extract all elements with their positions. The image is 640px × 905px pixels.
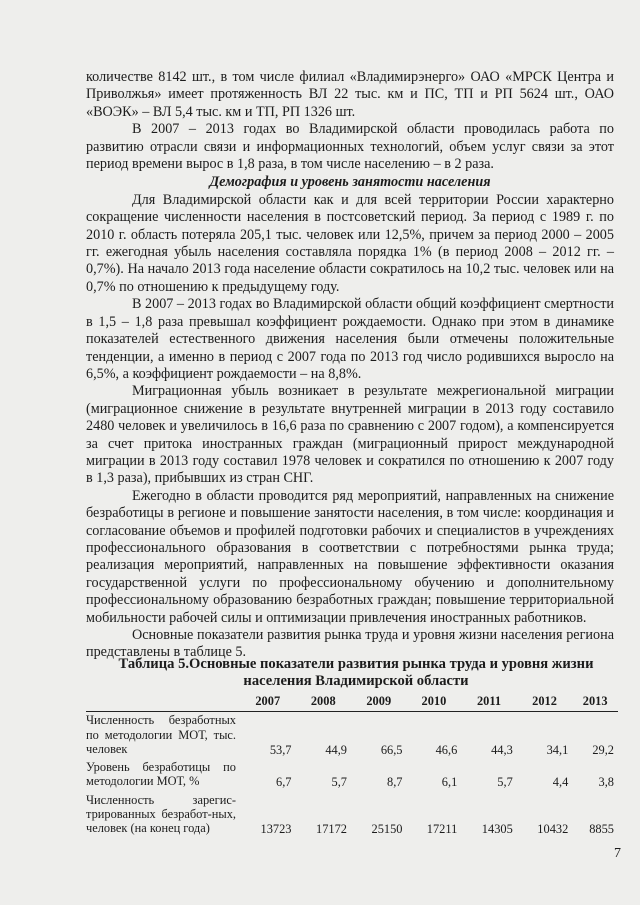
labor-market-table (86, 692, 618, 839)
table-cell: 25150 (371, 822, 403, 837)
page-number: 7 (614, 846, 621, 861)
paragraph-population: Для Владимирской области как и для всей территории России характерно сокращение численности населения в постсоветский период. За период с 1989 г. по 2010 г. область потеряла 205,1 тыс. человек или 12,5%, причем за период 2000 – 2005 гг. ежегодная убыль населения составляла порядка 1% (в период 2008 – 2012 гг. – 0,7%). На начало 2013 года население области сократилось на 10,2 тыс. человек или на 0,7% по отношению к предыдущему году. (86, 191, 614, 295)
header-year: 2009 (351, 692, 407, 712)
section-heading-demography: Демография и уровень занятости населения (209, 174, 491, 191)
paragraph-migration: Миграционная убыль возникает в результате межрегиональной миграции (миграционное снижение в результате внутренней миграции в 2013 году составило 2480 человек и увеличилось в 16,6 раза по сравнению с 2007 годом), а компенсируется за счет притока иностранных граждан (миграционный прирост международной миграции в 2013 году составил 1978 человек и сократился по отношению к 2007 году в 1,3 раза), прибывших из стран СНГ. (86, 383, 614, 487)
table-row (86, 712, 618, 759)
table-cell: 8,7 (387, 775, 403, 790)
table-cell: 17172 (316, 822, 347, 837)
table-caption: Таблица 5.Основные показатели развития рынка труда и уровня жизни населения Владимирской области (118, 656, 594, 689)
row-label: Численность зарегис-трированных безработ-ных, человек (на конец года) (86, 792, 236, 836)
table-cell: 8855 (589, 822, 614, 837)
header-year: 2013 (572, 692, 618, 712)
table-cell: 17211 (426, 822, 458, 837)
header-year: 2010 (407, 692, 462, 712)
table-cell: 5,7 (497, 775, 513, 790)
table-cell: 14305 (481, 822, 513, 837)
table-cell: 13723 (260, 822, 292, 837)
table-cell: 6,1 (441, 775, 458, 790)
table-cell: 4,4 (552, 775, 569, 790)
paragraph-table-intro: Основные показатели развития рынка труда и уровня жизни населения региона представлены в таблице 5. (86, 627, 614, 661)
table-row (86, 759, 618, 792)
header-year: 2011 (461, 692, 517, 712)
table-cell: 53,7 (269, 742, 292, 757)
header-year: 2012 (517, 692, 573, 712)
table-cell: 6,7 (276, 775, 292, 790)
table-cell: 46,6 (435, 742, 458, 757)
table-cell: 44,9 (325, 742, 347, 757)
body-text (86, 69, 614, 662)
paragraph-mortality: В 2007 – 2013 годах во Владимирской области общий коэффициент смертности в 1,5 – 1,8 раза превышал коэффициент рождаемости. Однако при этом в динамике показателей естественного движения населения были отмечены положительные тенденции, а именно в период с 2007 года по 2013 год число родившихся выросло на 6,5%, а коэффициент рождаемости – на 8,8%. (86, 296, 614, 382)
table-header-row (86, 692, 618, 712)
header-year: 2007 (240, 692, 296, 712)
table-cell: 5,7 (331, 775, 347, 790)
table-cell: 34,1 (546, 742, 569, 757)
paragraph-employment-measures: Ежегодно в области проводится ряд мероприятий, направленных на снижение безработицы в регионе и повышение занятости населения, в том числе: координация и согласование объемов и профилей подготовки рабочих и специалистов в учреждениях профессионального образования в соответствии с потребностями рынка труда; реализация мероприятий, направленных на повышение эффективности оказания государственной услуги по профессиональному обучению и дополнительному профессиональному образованию безработных граждан; повышение территориальной мобильности рабочей силы и оптимизации привлечения иностранных работников. (86, 487, 614, 626)
table-cell: 10432 (537, 822, 569, 837)
paragraph-continuation: количестве 8142 шт., в том числе филиал «Владимирэнерго» ОАО «МРСК Центра и Приволжья» имеет протяженность ВЛ 22 тыс. км и ПС, ТП и РП 5624 шт., ОАО «ВОЭК» – ВЛ 5,4 тыс. км и ТП, РП 1326 шт. (86, 69, 614, 120)
header-year: 2008 (296, 692, 352, 712)
table-cell: 66,5 (380, 742, 403, 757)
paragraph-communications: В 2007 – 2013 годах во Владимирской области проводилась работа по развитию отрасли связи и информационных технологий, объем услуг связи за этот период времени вырос в 1,8 раза, в том числе населению – в 2 раза. (86, 121, 614, 173)
row-label: Уровень безработицы по методологии МОТ, % (86, 760, 236, 789)
header-empty-cell (86, 692, 240, 712)
table-cell: 3,8 (598, 775, 614, 790)
row-label: Численность безработных по методологии МОТ, тыс. человек (86, 713, 236, 756)
table-row (86, 792, 618, 839)
table-cell: 44,3 (491, 742, 513, 757)
table-cell: 29,2 (592, 742, 614, 757)
